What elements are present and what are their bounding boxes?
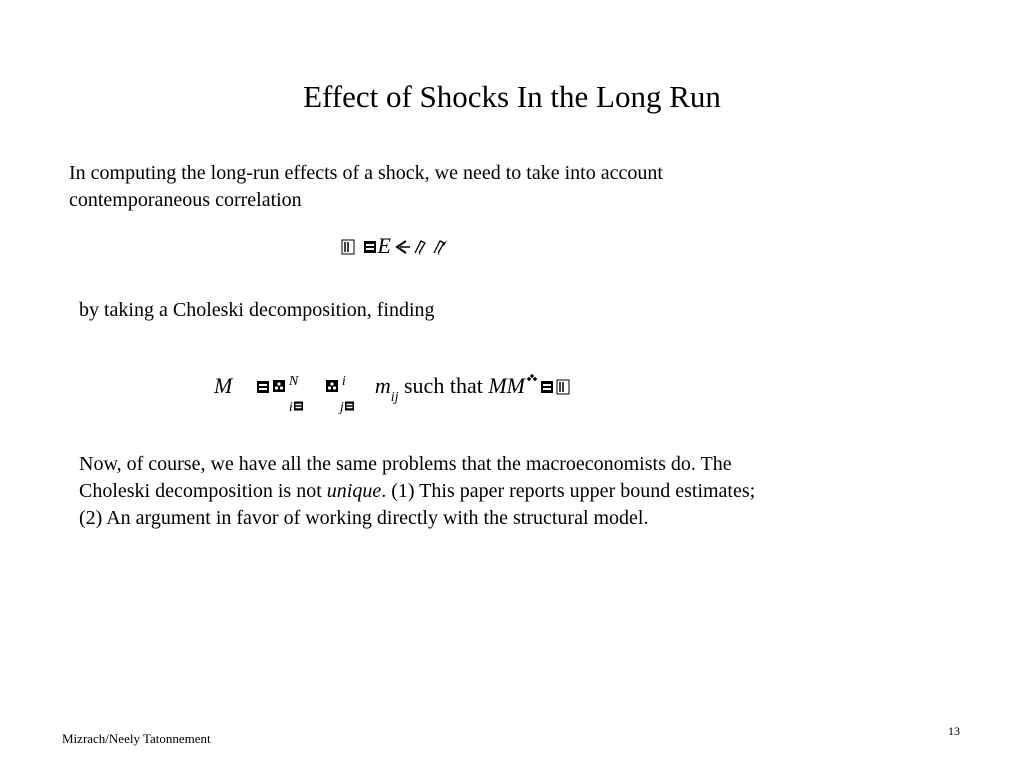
outer-sum-bottom: i [289,394,304,422]
omega-equation [340,232,449,260]
problems-line-2-pre: Choleski decomposition is not [79,480,327,502]
omega-glyph-icon [341,239,355,255]
problems-paragraph [79,451,755,532]
transpose-glyph-icon [526,373,538,385]
m-term: m [374,373,391,398]
outer-sum-top: N [288,373,299,389]
choleski-intro: by taking a Choleski decomposition, finding [79,299,435,321]
inner-sum [324,373,346,415]
equals-glyph-icon [256,379,270,395]
svg-text:t: t [437,248,441,255]
m-term-subscript: ij [390,390,399,405]
intro-paragraph [69,160,663,214]
svg-text:t: t [418,248,422,255]
equals-glyph-icon [363,239,377,255]
problems-line-1: Now, of course, we have all the same problems that the macroeconomists do. The [79,453,732,475]
m-rhs: MM [488,373,525,398]
page-number: 13 [948,724,960,738]
equals-glyph-icon [540,379,554,395]
epsilon-glyph-icon [412,239,428,255]
sum-outer-glyph-icon [272,378,286,394]
slide-title: Effect of Shocks In the Long Run [303,79,721,114]
outer-sum [271,373,299,415]
expectation-symbol: E [377,233,391,258]
intro-line-1: In computing the long-run effects of a shock, we need to take into account [69,162,663,184]
m-equation [214,372,571,415]
footer-label: Mizrach/Neely Tatonnement [62,731,211,746]
such-that-text: such that [404,373,483,398]
sum-inner-glyph-icon [325,378,339,394]
problems-line-2-post: . (1) This paper reports upper bound estimates; [381,480,756,502]
epsilon-transpose-glyph-icon [430,239,448,255]
m-lhs: M [214,373,233,398]
omega-glyph-icon [556,379,570,395]
bracket-open-glyph-icon [392,239,410,255]
unique-emphasis: unique [326,480,382,502]
intro-line-2: contemporaneous correlation [69,189,302,211]
inner-sum-bottom: j [340,394,355,422]
inner-sum-top: i [341,373,346,389]
problems-line-3: (2) An argument in favor of working directly with the structural model. [79,507,649,529]
problems-line-2 [79,478,755,505]
